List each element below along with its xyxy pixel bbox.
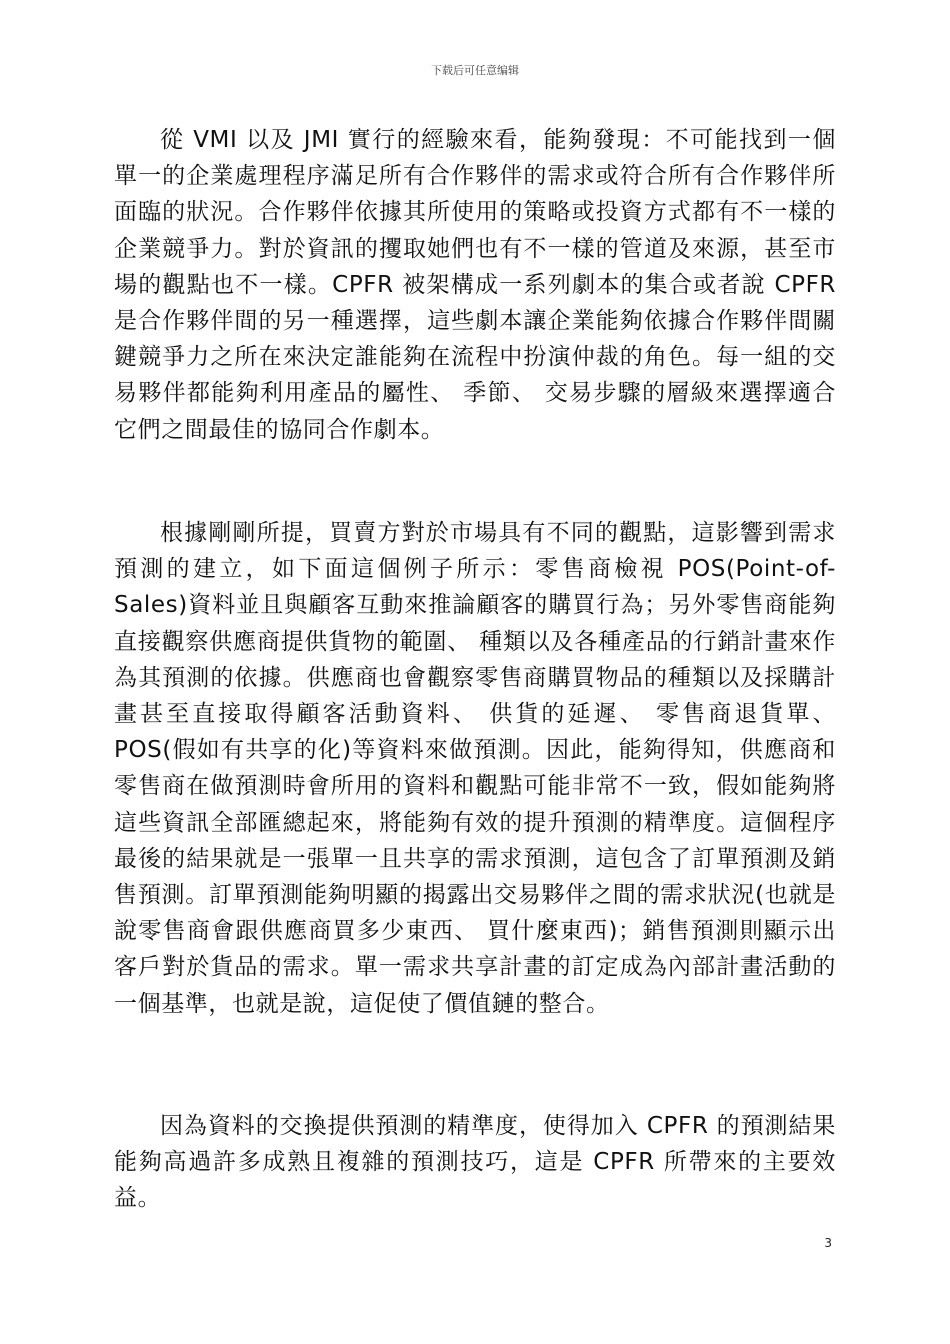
paragraph-demand-forecast: 根據剛剛所提，買賣方對於市場具有不同的觀點，這影響到需求預測的建立，如下面這個例子所示：零售商檢視 POS(Point-of-Sales)資料並且與顧客互動來推論顧客的購買行為；另外零售商能夠直接觀察供應商提供貨物的範圍、 種類以及各種產品的行銷計畫來作為其預測的依據。供應商也會觀察零售商購買物品的種類以及採購計畫甚至直接取得顧客活動資料、 供貨的延遲、 零售商退貨單、 POS(假如有共享的化)等資料來做預測。因此，能夠得知，供應商和零售商在做預測時會所用的資料和觀點可能非常不一致，假如能夠將這些資訊全部匯總起來，將能夠有效的提升預測的精準度。這個程序最後的結果就是一張單一且共享的需求預測，這包含了訂單預測及銷售預測。訂單預測能夠明顯的揭露出交易夥伴之間的需求狀況(也就是說零售商會跟供應商買多少東西、 買什麼東西)；銷售預測則顯示出客戶對於貨品的需求。單一需求共享計畫的訂定成為內部計畫活動的一個基準，也就是說，這促使了價值鏈的整合。 <box>114 520 836 1017</box>
page-header: 下载后可任意编辑 <box>431 64 519 77</box>
paragraph-cpfr-benefit: 因為資料的交換提供預測的精準度，使得加入 CPFR 的預測結果能夠高過許多成熟且複雜的預測技巧，這是 CPFR 所帶來的主要效益。 <box>114 1113 836 1212</box>
paragraph-vmi-jmi: 從 VMI 以及 JMI 實行的經驗來看，能夠發現：不可能找到一個單一的企業處理程序滿足所有合作夥伴的需求或符合所有合作夥伴所面臨的狀況。合作夥伴依據其所使用的策略或投資方式都有不一樣的企業競爭力。對於資訊的攫取她們也有不一樣的管道及來源，甚至市場的觀點也不一樣。CPFR 被架構成一系列劇本的集合或者說 CPFR 是合作夥伴間的另一種選擇，這些劇本讓企業能夠依據合作夥伴間關鍵競爭力之所在來決定誰能夠在流程中扮演仲裁的角色。每一組的交易夥伴都能夠利用產品的屬性、 季節、 交易步驟的層級來選擇適合它們之間最佳的協同合作劇本。 <box>114 127 836 443</box>
page-number: 3 <box>824 1236 832 1250</box>
